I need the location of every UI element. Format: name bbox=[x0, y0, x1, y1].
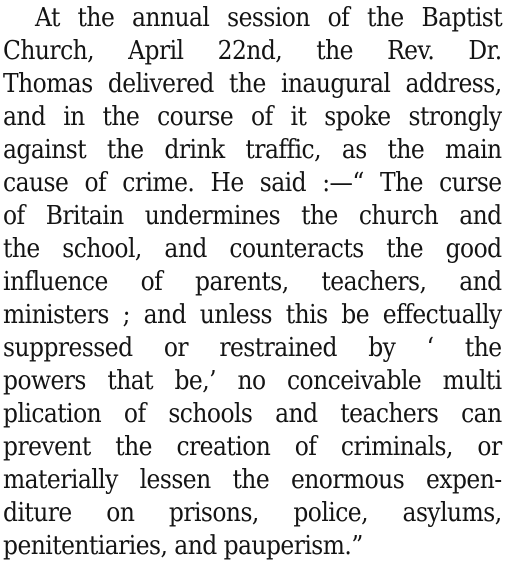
text-line-content: At the annual session of the Baptist bbox=[35, 3, 503, 33]
text-line-content: Thomas delivered the inaugural address, bbox=[3, 69, 502, 99]
text-line-content: plication of schools and teachers can bbox=[3, 399, 502, 429]
text-line bbox=[3, 464, 502, 497]
text-line bbox=[3, 497, 502, 530]
text-line bbox=[3, 68, 502, 101]
text-line-content: Church, April 22nd, the Rev. Dr. bbox=[3, 36, 502, 66]
text-line bbox=[3, 200, 502, 233]
text-line-content: the school, and counteracts the good bbox=[3, 234, 502, 264]
text-line bbox=[3, 266, 502, 299]
text-line-content: against the drink traffic, as the main bbox=[3, 135, 502, 165]
text-line bbox=[3, 299, 502, 332]
text-line-content: cause of crime. He said :—“ The curse bbox=[3, 168, 502, 198]
text-line bbox=[3, 332, 502, 365]
text-line-content: prevent the creation of criminals, or bbox=[3, 432, 502, 462]
text-line-content: penitentiaries, and pauperism.” bbox=[3, 531, 363, 561]
text-line-content: diture on prisons, police, asylums, bbox=[3, 498, 502, 528]
text-line-content: powers that be,’ no conceivable multi bbox=[3, 366, 502, 396]
text-line-content: influence of parents, teachers, and bbox=[3, 267, 502, 297]
text-line bbox=[3, 233, 502, 266]
text-line bbox=[3, 398, 502, 431]
text-line-content: ministers ; and unless this be effectually bbox=[3, 300, 502, 330]
text-line-content: and in the course of it spoke strongly bbox=[3, 102, 502, 132]
text-line bbox=[35, 2, 503, 35]
text-line bbox=[3, 101, 502, 134]
text-line bbox=[3, 530, 452, 563]
text-line bbox=[3, 365, 502, 398]
text-line bbox=[3, 35, 502, 68]
text-line-content: suppressed or restrained by ‘ the bbox=[3, 333, 502, 363]
text-line bbox=[3, 167, 502, 200]
text-line bbox=[3, 134, 502, 167]
text-line-content: of Britain undermines the church and bbox=[3, 201, 502, 231]
text-line-content: materially lessen the enormous expen- bbox=[3, 465, 502, 495]
text-line bbox=[3, 431, 502, 464]
